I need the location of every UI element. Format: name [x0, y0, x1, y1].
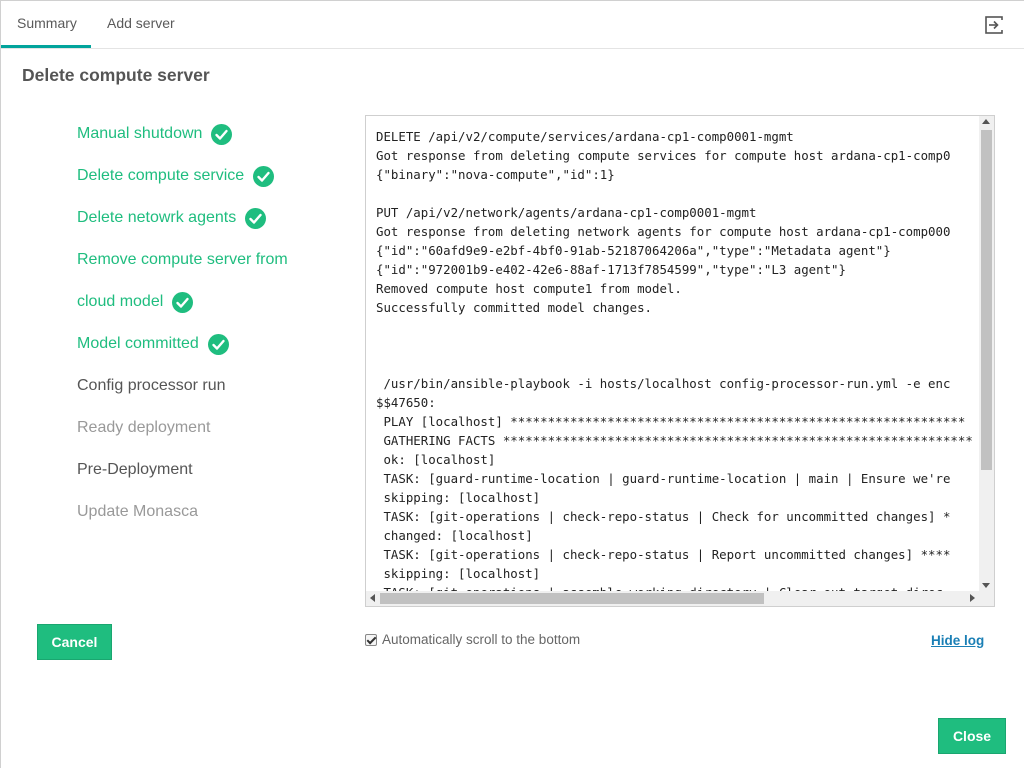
log-line: skipping: [localhost]	[376, 490, 541, 505]
step-label: Remove compute server from	[77, 251, 288, 268]
hide-log-link[interactable]: Hide log	[931, 633, 985, 648]
log-line: {"binary":"nova-compute","id":1}	[376, 167, 615, 182]
step-item	[77, 407, 347, 449]
autoscroll-checkbox[interactable]	[365, 634, 377, 646]
scroll-right-arrow-icon[interactable]	[970, 594, 975, 602]
horizontal-scroll-thumb[interactable]	[380, 593, 764, 604]
check-circle-icon	[245, 208, 266, 229]
vertical-scroll-thumb[interactable]	[981, 130, 992, 470]
log-line: GATHERING FACTS ***************************************************************	[376, 433, 973, 448]
step-item	[77, 281, 347, 323]
log-line	[376, 317, 978, 336]
log-line: $$47650:	[376, 395, 436, 410]
step-label: Ready deployment	[77, 419, 211, 436]
log-horizontal-scrollbar[interactable]	[366, 591, 979, 606]
log-line	[376, 184, 978, 203]
log-line	[376, 336, 978, 355]
step-label: Config processor run	[77, 377, 226, 394]
log-line: Successfully committed model changes.	[376, 300, 653, 315]
step-label: Delete compute service	[77, 167, 245, 184]
step-label: Pre-Deployment	[77, 461, 193, 478]
check-circle-icon	[172, 292, 193, 313]
step-item	[77, 113, 347, 155]
log-line: Got response from deleting compute services for compute host ardana-cp1-comp0	[376, 148, 951, 163]
log-line: TASK: [git-operations | check-repo-status | Report uncommitted changes] ****	[376, 547, 951, 562]
log-line: skipping: [localhost]	[376, 566, 541, 581]
step-item	[77, 239, 347, 281]
check-circle-icon	[211, 124, 232, 145]
log-line: Removed compute host compute1 from model.	[376, 281, 682, 296]
step-label: Update Monasca	[77, 503, 198, 520]
tab-add-server[interactable]: Add server	[107, 15, 175, 31]
close-button[interactable]: Close	[938, 718, 1006, 754]
step-item	[77, 491, 347, 533]
step-label: Model committed	[77, 335, 199, 352]
step-item	[77, 365, 347, 407]
step-label: cloud model	[77, 293, 164, 310]
step-item	[77, 197, 347, 239]
progress-steps	[77, 113, 347, 533]
autoscroll-option[interactable]	[365, 632, 580, 647]
logout-icon[interactable]	[984, 15, 1004, 35]
step-item	[77, 155, 347, 197]
tab-bar	[1, 1, 1024, 49]
log-vertical-scrollbar[interactable]	[979, 116, 994, 591]
log-line	[376, 355, 978, 374]
log-line: changed: [localhost]	[376, 528, 533, 543]
log-panel[interactable]	[365, 115, 995, 607]
log-text[interactable]	[376, 127, 978, 590]
cancel-button[interactable]: Cancel	[37, 624, 112, 660]
log-line: PLAY [localhost] *************************************************************	[376, 414, 966, 429]
log-line: TASK: [guard-runtime-location | guard-runtime-location | main | Ensure we're	[376, 471, 951, 486]
log-line: DELETE /api/v2/compute/services/ardana-cp1-comp0001-mgmt	[376, 129, 794, 144]
log-line: /usr/bin/ansible-playbook -i hosts/localhost config-processor-run.yml -e enc	[376, 376, 951, 391]
autoscroll-label: Automatically scroll to the bottom	[382, 632, 581, 647]
scroll-up-arrow-icon[interactable]	[982, 119, 990, 124]
step-label: Delete netowrk agents	[77, 209, 237, 226]
page-title: Delete compute server	[22, 65, 210, 85]
log-line: PUT /api/v2/network/agents/ardana-cp1-comp0001-mgmt	[376, 205, 757, 220]
scroll-down-arrow-icon[interactable]	[982, 583, 990, 588]
log-line: {"id":"60afd9e9-e2bf-4bf0-91ab-52187064206a","type":"Metadata agent"}	[376, 243, 891, 258]
scrollbar-corner	[979, 591, 994, 606]
log-line: {"id":"972001b9-e402-42e6-88af-1713f7854599","type":"L3 agent"}	[376, 262, 846, 277]
tab-summary[interactable]: Summary	[1, 1, 91, 48]
step-item	[77, 323, 347, 365]
step-label: Manual shutdown	[77, 125, 203, 142]
check-circle-icon	[253, 166, 274, 187]
log-line: ok: [localhost]	[376, 452, 496, 467]
check-circle-icon	[208, 334, 229, 355]
step-item	[77, 449, 347, 491]
log-line: Got response from deleting network agents for compute host ardana-cp1-comp000	[376, 224, 951, 239]
log-line: TASK: [git-operations | check-repo-status | Check for uncommitted changes] *	[376, 509, 951, 524]
scroll-left-arrow-icon[interactable]	[370, 594, 375, 602]
